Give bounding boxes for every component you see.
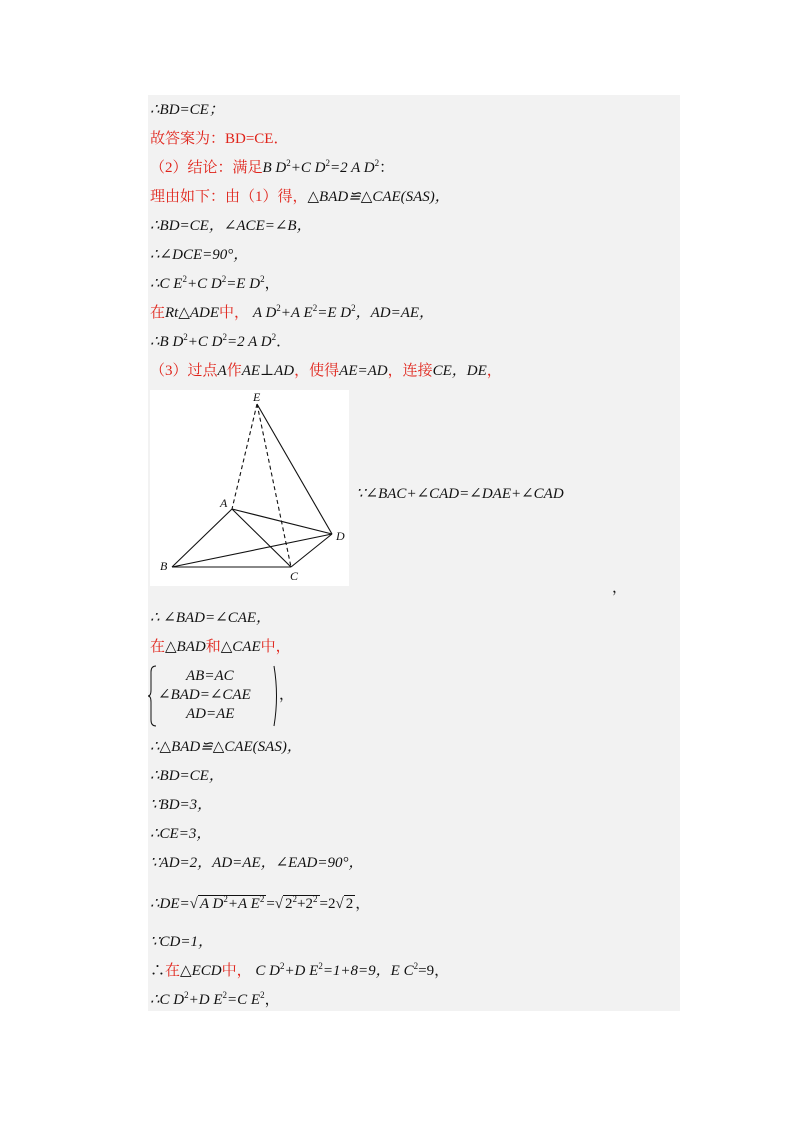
reason-line: 理由如下：由（1）得，△BAD≌△CAE(SAS)， — [150, 189, 450, 205]
label-b: B — [160, 559, 168, 573]
line-21: ∴C $D^2+D$ $E^2=C$ $E^2$， — [150, 990, 280, 1008]
label-a: A — [220, 496, 228, 510]
system-row-3: AD=AE — [186, 706, 235, 722]
line-12: 在△BAD和△CAE中， — [150, 639, 291, 655]
line-15: ∵BD=3， — [150, 797, 213, 813]
line-5: ∴BD=CE，∠ACE=∠B， — [150, 218, 312, 234]
label-e: E — [253, 390, 261, 404]
label-c: C — [290, 569, 299, 583]
segment-ab — [172, 509, 232, 567]
conclusion-line: （2）结论：满足B $D^2+C$ $D^2=2$ A $D^2$： — [150, 158, 395, 176]
line-18-de: ∴DE=√ A $D^2+A$ $E^2$ =√ $2^2+2^2 =2√$ 2 ， — [150, 894, 371, 912]
segment-ec — [257, 404, 291, 567]
segment-ed — [257, 404, 332, 534]
segment-bd — [172, 534, 332, 567]
line-7: ∴C $E^2+C$ $D^2=E$ $D^2$， — [150, 274, 280, 292]
segment-ea — [232, 404, 257, 509]
line-16: ∴CE=3， — [150, 826, 212, 842]
pyramid-diagram — [150, 390, 349, 586]
line-11: ∴ ∠BAD=∠CAE， — [150, 610, 272, 626]
radical-2: √ $2^2+2^2$ — [274, 894, 318, 912]
line-6: ∴∠DCE=90°， — [150, 247, 249, 263]
system-row-1: AB=AC — [186, 668, 234, 684]
line-19: ∵CD=1， — [150, 934, 214, 950]
radical-3: √ 2 — [335, 896, 354, 912]
line-20: ∴在△ECD中， C $D^2+D$ $E^2=1+8=9$，E $C^2=9$， — [150, 961, 450, 979]
label-d: D — [336, 529, 345, 543]
line-17: ∵AD=2，AD=AE，∠EAD=90°， — [150, 855, 364, 871]
line-14: ∴BD=CE， — [150, 768, 224, 784]
part3-line: （3）过点A作AE⊥AD，使得AE=AD，连接CE，DE， — [150, 363, 502, 379]
line-bd-eq-ce: ∴BD=CE； — [150, 102, 224, 118]
geometry-figure — [150, 390, 349, 586]
segment-ac — [232, 509, 291, 567]
line-8: 在Rt△ADE中， A $D^2+A$ $E^2=E$ $D^2$，AD=AE， — [150, 303, 435, 321]
left-brace — [148, 664, 158, 728]
angle-sum-line: ∵∠BAC+∠CAD=∠DAE+∠CAD — [356, 486, 564, 502]
system-comma: ， — [279, 687, 295, 703]
system-row-2: ∠BAD=∠CAE — [158, 687, 251, 703]
answer-line: 故答案为：BD=CE． — [150, 131, 289, 147]
segment-cd — [291, 534, 332, 567]
equation-system — [148, 664, 295, 728]
radical-1: √ A $D^2+A$ $E^2$ — [189, 894, 265, 912]
line-9: ∴B $D^2+C$ $D^2=2$ A $D^2$． — [150, 332, 292, 350]
stray-comma: ， — [612, 580, 628, 596]
line-13: ∴△BAD≌△CAE(SAS)， — [150, 739, 302, 755]
